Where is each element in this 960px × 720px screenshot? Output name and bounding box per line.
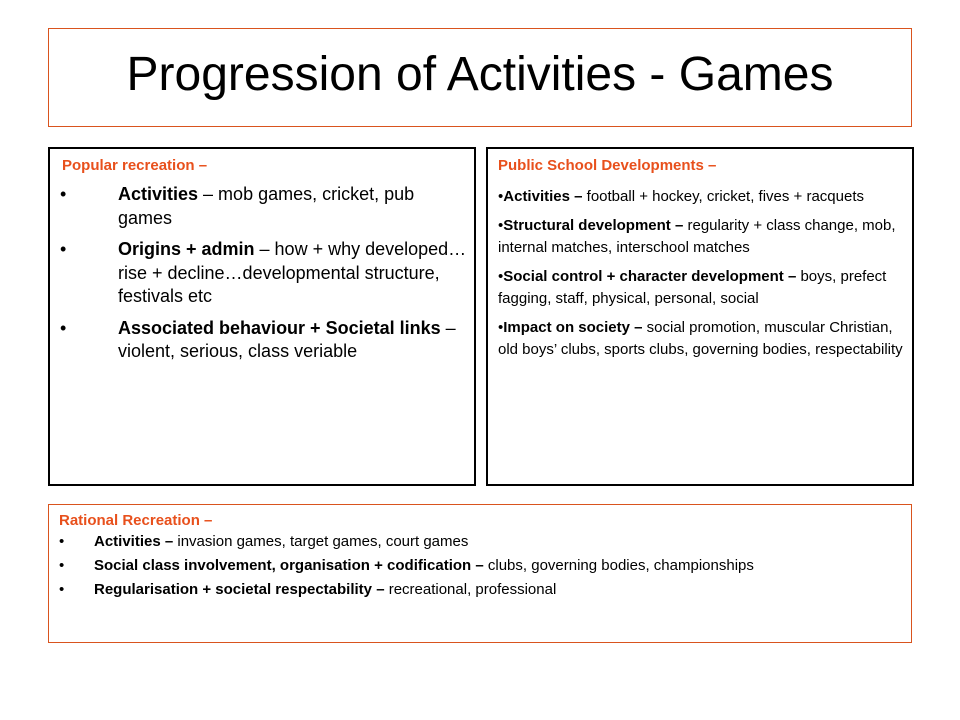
list-item: [498, 215, 906, 259]
item-label: Associated behaviour + Societal links: [118, 317, 441, 338]
item-text: regularity + class change, mob, internal matches, interschool matches: [498, 217, 896, 256]
item-text: clubs, governing bodies, championships: [483, 557, 754, 574]
title-box: [48, 28, 912, 127]
bullet-icon: •: [60, 317, 67, 338]
popular-recreation-list: [60, 183, 468, 372]
item-text: social promotion, muscular Christian, old boys’ clubs, sports clubs, governing bodies, respectability: [498, 319, 903, 358]
item-text: football + hockey, cricket, fives + racquets: [582, 188, 865, 205]
bullet-icon: •: [498, 268, 504, 285]
list-item: [60, 183, 468, 230]
item-label: Impact on society –: [503, 319, 643, 336]
list-item: [498, 186, 906, 208]
bullet-icon: •: [498, 319, 504, 336]
public-school-box: [486, 147, 914, 486]
public-school-list: [498, 186, 906, 368]
item-text: – mob games, cricket, pub games: [118, 184, 415, 228]
rational-recreation-box: [48, 504, 912, 643]
item-text: invasion games, target games, court games: [173, 533, 469, 550]
list-item: [60, 317, 468, 364]
bullet-icon: •: [59, 533, 65, 550]
item-label: Social control + character development –: [503, 268, 797, 285]
bullet-icon: •: [60, 239, 67, 259]
list-item: [59, 534, 903, 550]
item-text: – how + why developed…rise + decline…developmental structure, festivals etc: [118, 239, 467, 306]
item-text: boys, prefect fagging, staff, physical, personal, social: [498, 268, 887, 307]
item-label: Activities –: [503, 188, 583, 205]
bullet-icon: •: [498, 217, 504, 234]
rational-recreation-heading: Rational Recreation –: [59, 512, 213, 529]
item-text: recreational, professional: [384, 581, 557, 598]
item-label: Origins + admin: [118, 239, 255, 259]
list-item: [59, 558, 903, 574]
bullet-icon: •: [60, 184, 67, 204]
list-item: [60, 238, 468, 309]
item-label: Structural development –: [503, 217, 684, 234]
list-item: [59, 582, 903, 598]
item-text: – violent, serious, class veriable: [118, 317, 456, 361]
item-label: Activities: [118, 184, 199, 204]
item-label: Regularisation + societal respectability –: [94, 581, 385, 598]
list-item: [498, 266, 906, 310]
item-label: Activities –: [94, 533, 174, 550]
rational-recreation-list: [59, 534, 903, 606]
popular-recreation-heading: Popular recreation –: [62, 157, 208, 174]
public-school-heading: Public School Developments –: [498, 157, 717, 174]
item-label: Social class involvement, organisation + codification –: [94, 557, 484, 574]
bullet-icon: •: [59, 557, 65, 574]
slide-title: Progression of Activities - Games: [126, 48, 834, 101]
popular-recreation-box: [48, 147, 476, 486]
bullet-icon: •: [498, 188, 504, 205]
bullet-icon: •: [59, 581, 65, 598]
list-item: [498, 317, 906, 361]
